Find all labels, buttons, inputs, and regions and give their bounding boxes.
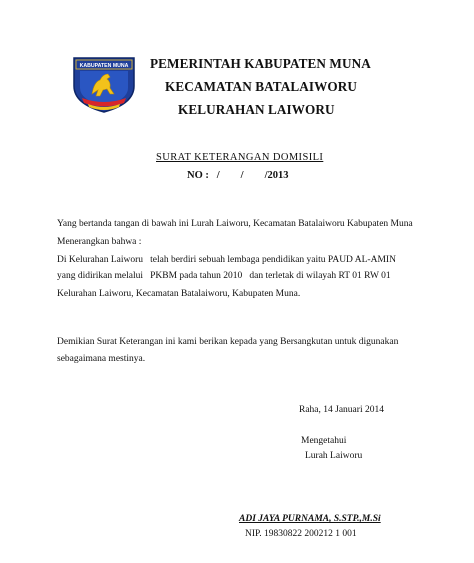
document-title: SURAT KETERANGAN DOMISILI [156, 152, 324, 163]
body-line-4: yang didirikan melalui PKBM pada tahun 2010 dan terletak di wilayah RT 01 RW 01 [57, 271, 391, 281]
letterhead-government: PEMERINTAH KABUPATEN MUNA [150, 56, 371, 71]
document-number: NO : / / /2013 [187, 170, 289, 181]
body-line-5: Kelurahan Laiworu, Kecamatan Batalaiworu, Kabupaten Muna. [57, 289, 301, 299]
body-line-7: sebagaimana mestinya. [57, 354, 146, 364]
letterhead-district: KECAMATAN BATALAIWORU [165, 79, 357, 94]
signatory-name: ADI JAYA PURNAMA, S.STP.,M.Si [239, 514, 381, 524]
signatory-position: Lurah Laiworu [305, 451, 363, 461]
body-line-1: Yang bertanda tangan di bawah ini Lurah Laiworu, Kecamatan Batalaiworu Kabupaten Muna [57, 219, 413, 229]
place-date: Raha, 14 Januari 2014 [299, 405, 384, 415]
body-line-2: Menerangkan bahwa : [57, 237, 142, 247]
body-line-6: Demikian Surat Keterangan ini kami berikan kepada yang Bersangkutan untuk digunakan [57, 337, 399, 347]
regency-logo [70, 52, 138, 114]
letterhead-village: KELURAHAN LAIWORU [178, 102, 335, 117]
body-line-3: Di Kelurahan Laiworu telah berdiri sebuah lembaga pendidikan yaitu PAUD AL-AMIN [57, 255, 396, 265]
acknowledge-label: Mengetahui [301, 436, 347, 446]
svg-text:KABUPATEN MUNA: KABUPATEN MUNA [79, 63, 129, 69]
regency-emblem-icon [70, 52, 138, 114]
signatory-nip: NIP. 19830822 200212 1 001 [245, 529, 357, 539]
